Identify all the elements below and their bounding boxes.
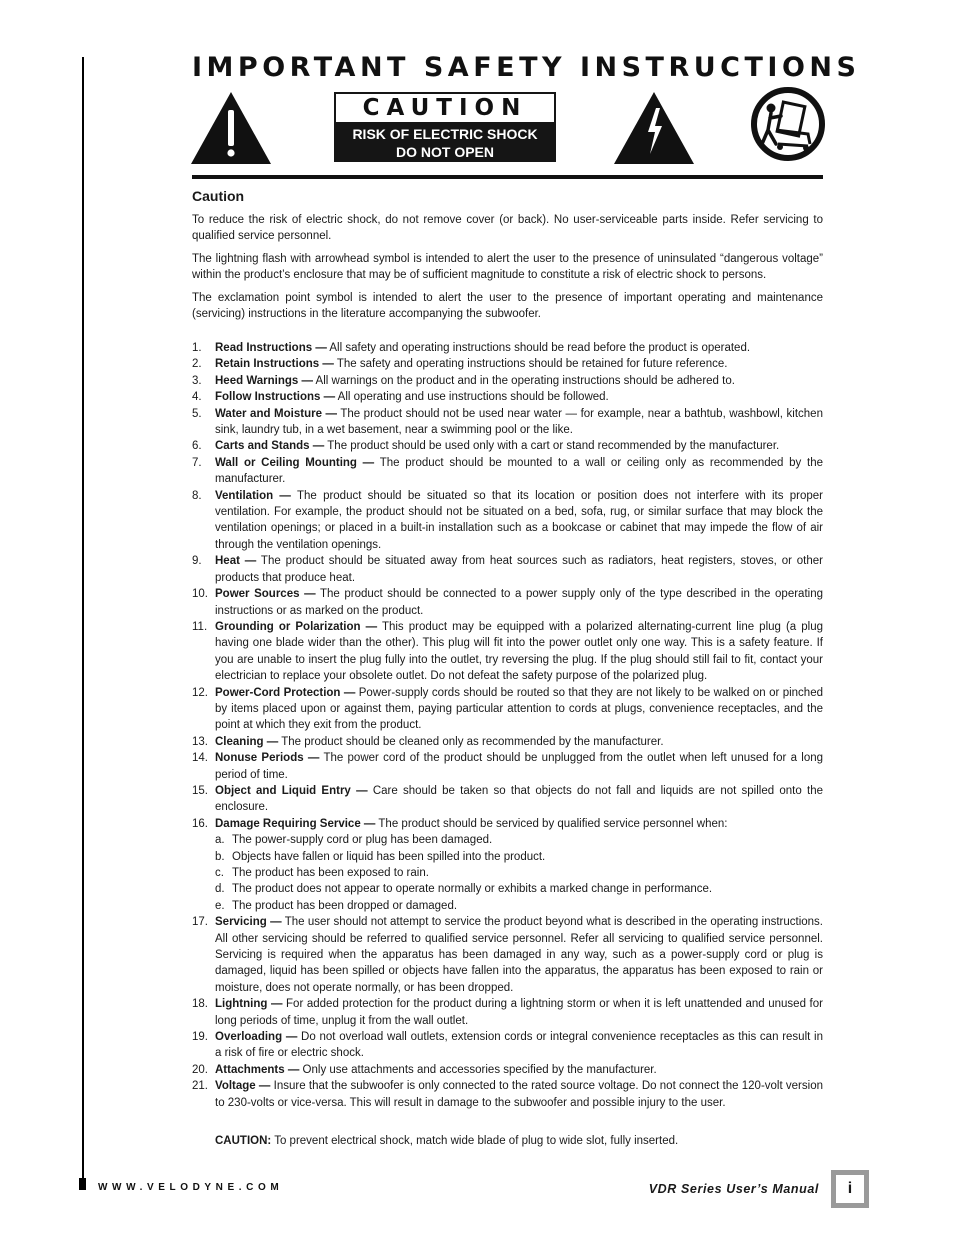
instruction-term: Damage Requiring Service — bbox=[215, 817, 376, 830]
sub-item bbox=[215, 898, 823, 914]
caution-note bbox=[215, 1133, 678, 1149]
instruction-number: 16. bbox=[192, 817, 208, 830]
instruction-number: 5. bbox=[192, 407, 202, 420]
instruction-number: 21. bbox=[192, 1080, 208, 1093]
caution-word: CAUTION bbox=[336, 94, 554, 122]
sub-list bbox=[215, 832, 823, 914]
caution-paragraph: To reduce the risk of electric shock, do not remove cover (or back). No user-serviceable parts inside. Refer servicing to qualified service personnel. bbox=[192, 214, 823, 243]
instruction-number: 12. bbox=[192, 686, 208, 699]
caution-label bbox=[334, 92, 556, 162]
sub-item-letter: c. bbox=[215, 867, 224, 879]
sub-item bbox=[215, 881, 823, 897]
instruction-text: All safety and operating instructions should be read before the product is operated. bbox=[326, 342, 751, 354]
page-title: IMPORTANT SAFETY INSTRUCTIONS bbox=[192, 52, 861, 83]
sub-item-text: The product has been exposed to rain. bbox=[232, 867, 429, 879]
instruction-term: Cleaning — bbox=[215, 735, 279, 748]
instruction-text: The product should be cleaned only as recommended by the manufacturer. bbox=[278, 735, 664, 748]
instruction-text: The product should be mounted to a wall or ceiling only as recommended by the manufacturer. bbox=[215, 456, 823, 486]
sub-item-text: The product does not appear to operate normally or exhibits a marked change in performance. bbox=[232, 883, 713, 896]
lightning-triangle-icon bbox=[614, 92, 694, 164]
sub-item-letter: e. bbox=[215, 899, 225, 912]
instruction-term: Water and Moisture — bbox=[215, 407, 337, 420]
instruction-text: The product should be used only with a cart or stand recommended by the manufacturer. bbox=[324, 440, 780, 453]
instruction-term: Ventilation — bbox=[215, 489, 291, 502]
instruction-item bbox=[192, 750, 823, 783]
caution-note-text: To prevent electrical shock, match wide blade of plug to wide slot, fully inserted. bbox=[271, 1135, 679, 1147]
instruction-number: 1. bbox=[192, 342, 202, 354]
instruction-text: The power cord of the product should be unplugged from the outlet when left unused for a long period of time. bbox=[215, 752, 824, 781]
page-number: i bbox=[836, 1175, 864, 1203]
footer-manual-title: VDR Series User’s Manual bbox=[648, 1182, 819, 1196]
instruction-item bbox=[192, 685, 823, 734]
instruction-item bbox=[192, 1062, 823, 1078]
instruction-number: 20. bbox=[192, 1063, 208, 1076]
instruction-number: 2. bbox=[192, 358, 202, 371]
instruction-text: Insure that the subwoofer is only connected to the rated source voltage. Do not connect the 120-volt version to 230-volts or vice-versa. This will result in damage to the subwoofer and possible injury to the user. bbox=[215, 1080, 823, 1109]
instruction-item bbox=[192, 783, 823, 816]
lightning-paragraph: The lightning flash with arrowhead symbol is intended to alert the user to the presence of uninsulated “dangerous voltage” within the product’s enclosure that may be of sufficient magnitude to constitute a risk of electric shock to persons. bbox=[192, 253, 823, 282]
instruction-item bbox=[192, 455, 823, 488]
header-rule bbox=[192, 175, 823, 179]
instruction-number: 17. bbox=[192, 916, 208, 929]
sub-item-letter: d. bbox=[215, 883, 225, 896]
sub-item-letter: a. bbox=[215, 834, 225, 847]
instruction-number: 9. bbox=[192, 555, 202, 568]
instruction-text: Care should be taken so that objects do not fall and liquids are not spilled onto the enclosure. bbox=[215, 784, 823, 814]
instruction-text: The user should not attempt to service the product beyond what is described in the operating instructions. All other servicing should be referred to qualified service personnel. Refer all servicing to qualified service personnel. Servicing is required when the apparatus has been damaged in any way, such as a power-supply cord or plug is damaged, liquid has been spilled or objects have fallen into the apparatus, the apparatus has been exposed to rain or moisture, does not operate normally, or has been dropped. bbox=[215, 916, 823, 994]
instruction-number: 11. bbox=[192, 620, 208, 633]
instruction-item bbox=[192, 389, 823, 405]
instruction-term: Grounding or Polarization — bbox=[215, 620, 378, 633]
instruction-item bbox=[192, 438, 823, 454]
instruction-number: 6. bbox=[192, 440, 202, 453]
sub-item-text: The power-supply cord or plug has been damaged. bbox=[232, 834, 493, 847]
instruction-text: The safety and operating instructions should be retained for future reference. bbox=[333, 358, 728, 371]
instruction-text: Do not overload wall outlets, extension cords or integral convenience receptacles as this can result in a risk of fire or electric shock. bbox=[215, 1031, 823, 1060]
instruction-term: Servicing — bbox=[215, 916, 282, 929]
instruction-number: 4. bbox=[192, 391, 202, 404]
sub-item bbox=[215, 849, 823, 865]
caution-note-label: CAUTION: bbox=[215, 1135, 272, 1147]
instruction-term: Retain Instructions — bbox=[215, 358, 334, 371]
instruction-term: Attachments — bbox=[215, 1063, 300, 1076]
instruction-term: Power Sources — bbox=[215, 588, 316, 601]
exclamation-triangle-icon bbox=[191, 92, 271, 164]
sub-item-text: Objects have fallen or liquid has been spilled into the product. bbox=[232, 850, 546, 863]
sub-item-text: The product has been dropped or damaged. bbox=[232, 899, 458, 912]
instruction-text: Power-supply cords should be routed so that they are not likely to be walked on or pinched by items placed upon or against them, paying particular attention to cords at plugs, convenience receptacles, and the point at which they exit from the product. bbox=[215, 686, 823, 732]
caution-line-1: RISK OF ELECTRIC SHOCK bbox=[352, 126, 538, 142]
sub-item bbox=[215, 865, 823, 881]
instruction-item bbox=[192, 406, 823, 439]
instruction-term: Heed Warnings — bbox=[215, 374, 313, 387]
instruction-item bbox=[192, 619, 823, 685]
instruction-text: The product should be situated so that its location or position does not interfere with its proper ventilation. For example, the product should not be situated on a bed, sofa, rug, or similar surface that may block the ventilation openings; or placed in a built-in installation such as a bookcase or cabinet that may impede the flow of air through the ventilation openings. bbox=[215, 489, 824, 551]
footer-url: WWW.VELODYNE.COM bbox=[98, 1182, 284, 1193]
instruction-list bbox=[192, 340, 823, 1111]
instruction-number: 10. bbox=[192, 588, 208, 601]
instruction-text: The product should be serviced by qualified service personnel when: bbox=[375, 817, 728, 830]
instruction-term: Carts and Stands — bbox=[215, 440, 325, 453]
instruction-text: Only use attachments and accessories specified by the manufacturer. bbox=[299, 1063, 657, 1076]
instruction-item bbox=[192, 553, 823, 586]
instruction-text: The product should not be used near water — for example, near a bathtub, washbowl, kitchen sink, laundry tub, in a wet basement, near a swimming pool or the like. bbox=[215, 407, 823, 437]
exclamation-paragraph: The exclamation point symbol is intended to alert the user to the presence of important operating and maintenance (servicing) instructions in the literature accompanying the subwoofer. bbox=[192, 292, 823, 321]
instruction-item bbox=[192, 1029, 823, 1062]
instruction-number: 15. bbox=[192, 784, 208, 797]
instruction-number: 18. bbox=[192, 998, 208, 1011]
instruction-item bbox=[192, 816, 823, 914]
instruction-number: 7. bbox=[192, 456, 202, 469]
instruction-item bbox=[192, 340, 823, 356]
instruction-item bbox=[192, 1078, 823, 1111]
instruction-number: 14. bbox=[192, 752, 208, 765]
instruction-item bbox=[192, 734, 823, 750]
instruction-term: Power-Cord Protection — bbox=[215, 686, 356, 699]
cart-tip-over-icon bbox=[750, 86, 826, 162]
instruction-text: This product may be equipped with a polarized alternating-current line plug (a plug having one blade wider than the other). This plug will fit into the power outlet only one way. This is a safety feature. If you are unable to insert the plug fully into the outlet, try reversing the plug. If the plug should still fail to fit, contact your electrician to replace your obsolete outlet. Do not defeat the safety purpose of the polarized plug. bbox=[215, 620, 823, 683]
section-heading: Caution bbox=[192, 188, 245, 204]
instruction-number: 3. bbox=[192, 374, 202, 387]
instruction-text: All operating and use instructions should be followed. bbox=[335, 391, 609, 404]
instruction-item bbox=[192, 996, 823, 1029]
caution-line-2: DO NOT OPEN bbox=[395, 144, 494, 160]
instruction-term: Read Instructions — bbox=[215, 342, 327, 354]
instruction-term: Wall or Ceiling Mounting — bbox=[215, 456, 375, 469]
instruction-text: All warnings on the product and in the operating instructions should be adhered to. bbox=[312, 374, 735, 387]
instruction-item bbox=[192, 914, 823, 996]
instruction-term: Voltage — bbox=[215, 1080, 271, 1093]
instruction-item bbox=[192, 586, 823, 619]
instruction-term: Nonuse Periods — bbox=[215, 752, 320, 765]
instruction-number: 13. bbox=[192, 735, 208, 748]
instruction-text: For added protection for the product during a lightning storm or when it is left unattended and unused for long periods of time, unplug it from the wall outlet. bbox=[215, 998, 823, 1027]
instruction-text: The product should be situated away from heat sources such as radiators, heat registers, stoves, or other products that produce heat. bbox=[215, 555, 824, 584]
instruction-text: The product should be connected to a power supply only of the type described in the operating instructions or as marked on the product. bbox=[215, 588, 823, 617]
instruction-item bbox=[192, 488, 823, 554]
instruction-number: 19. bbox=[192, 1031, 208, 1044]
instruction-term: Overloading — bbox=[215, 1031, 298, 1044]
instruction-term: Object and Liquid Entry — bbox=[215, 784, 368, 797]
instruction-term: Heat — bbox=[215, 555, 257, 568]
instruction-item bbox=[192, 356, 823, 372]
margin-marker bbox=[79, 1178, 86, 1190]
instruction-item bbox=[192, 373, 823, 389]
instruction-term: Follow Instructions — bbox=[215, 391, 336, 404]
page-number-box bbox=[831, 1170, 869, 1208]
sub-item bbox=[215, 832, 823, 848]
sub-item-letter: b. bbox=[215, 850, 225, 863]
instruction-number: 8. bbox=[192, 489, 202, 502]
instruction-term: Lightning — bbox=[215, 998, 283, 1011]
margin-rule bbox=[82, 57, 84, 1181]
